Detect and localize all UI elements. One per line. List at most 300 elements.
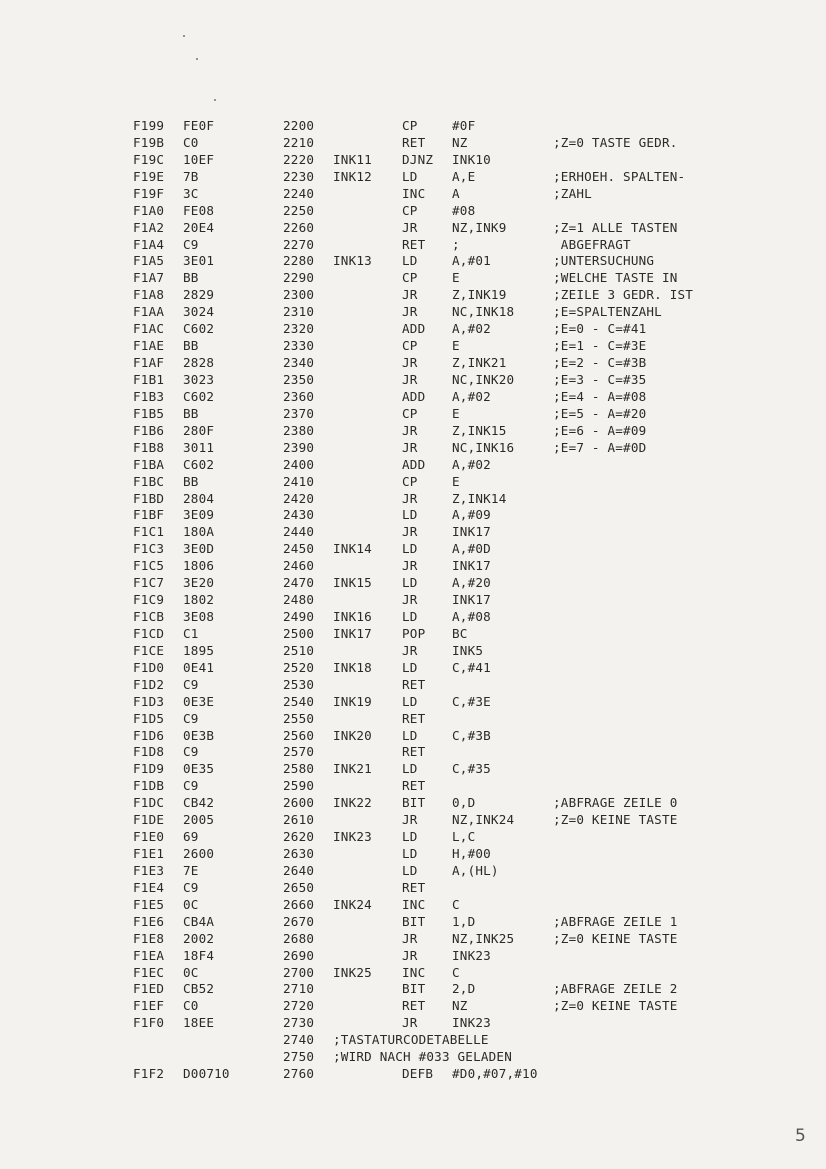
comment: ;Z=0 KEINE TASTE bbox=[553, 930, 678, 946]
line-number: 2300 bbox=[283, 287, 315, 303]
operand: INK23 bbox=[452, 1015, 491, 1031]
operand: #08 bbox=[452, 202, 476, 218]
machine-code: C0 bbox=[183, 134, 199, 150]
asm-label: ;WIRD NACH #033 GELADEN bbox=[333, 1049, 512, 1065]
line-number: 2700 bbox=[283, 964, 315, 980]
mnemonic: ADD bbox=[402, 321, 426, 337]
asm-label: INK16 bbox=[333, 609, 372, 624]
code-address: F1DC bbox=[133, 795, 165, 811]
code-address: F1D6 bbox=[133, 727, 165, 743]
line-number: 2410 bbox=[283, 473, 315, 489]
mnemonic: JR bbox=[402, 524, 418, 540]
operand: 0,D bbox=[452, 795, 476, 811]
line-number: 2720 bbox=[283, 998, 315, 1014]
line-number: 2620 bbox=[283, 829, 315, 845]
machine-code: 1895 bbox=[183, 642, 215, 658]
line-number: 2270 bbox=[283, 236, 315, 252]
line-number: 2510 bbox=[283, 642, 315, 658]
line-number: 2340 bbox=[283, 355, 315, 370]
machine-code: C9 bbox=[183, 236, 199, 252]
mnemonic: CP bbox=[402, 270, 418, 286]
machine-code: C9 bbox=[183, 879, 199, 895]
operand: L,C bbox=[452, 829, 476, 845]
comment: ;E=6 - A=#09 bbox=[553, 422, 647, 438]
asm-label: INK14 bbox=[333, 541, 372, 557]
operand: INK17 bbox=[452, 558, 491, 574]
machine-code: 1806 bbox=[183, 558, 215, 574]
line-number: 2710 bbox=[283, 981, 315, 997]
code-address: F1BA bbox=[133, 456, 165, 472]
comment: ;E=5 - A=#20 bbox=[553, 405, 647, 421]
line-number: 2250 bbox=[283, 202, 315, 218]
line-number: 2420 bbox=[283, 490, 315, 506]
code-address: F1C7 bbox=[133, 575, 165, 591]
asm-label: INK13 bbox=[333, 253, 372, 269]
mnemonic: POP bbox=[402, 625, 426, 641]
mnemonic: ADD bbox=[402, 456, 426, 472]
machine-code: 7E bbox=[183, 862, 199, 878]
machine-code: 1802 bbox=[183, 592, 215, 607]
operand: 1,D bbox=[452, 913, 476, 929]
mnemonic: JR bbox=[402, 558, 418, 574]
code-address: F1CB bbox=[133, 609, 165, 624]
code-address: F1EA bbox=[133, 947, 165, 963]
machine-code: C9 bbox=[183, 710, 199, 726]
line-number: 2210 bbox=[283, 134, 315, 150]
mnemonic: LD bbox=[402, 846, 418, 861]
machine-code: 3E01 bbox=[183, 253, 215, 269]
code-address: F1D2 bbox=[133, 676, 165, 692]
line-number: 2650 bbox=[283, 879, 315, 895]
mnemonic: JR bbox=[402, 422, 418, 438]
operand: INK10 bbox=[452, 151, 491, 167]
operand: Z,INK15 bbox=[452, 422, 507, 438]
operand: A,#09 bbox=[452, 507, 491, 523]
comment: ;Z=0 KEINE TASTE bbox=[553, 812, 678, 828]
line-number: 2500 bbox=[283, 625, 315, 641]
mnemonic: JR bbox=[402, 287, 418, 303]
comment: ;ABFRAGE ZEILE 2 bbox=[553, 981, 678, 997]
code-address: F1CD bbox=[133, 625, 165, 641]
code-address: F1AE bbox=[133, 338, 165, 354]
operand: E bbox=[452, 270, 460, 286]
line-number: 2750 bbox=[283, 1049, 315, 1065]
code-address: F1B5 bbox=[133, 405, 165, 421]
line-number: 2390 bbox=[283, 439, 315, 455]
comment: ;ERHOEH. SPALTEN- bbox=[553, 168, 686, 184]
machine-code: C0 bbox=[183, 998, 199, 1014]
mnemonic: JR bbox=[402, 219, 418, 235]
line-number: 2730 bbox=[283, 1015, 315, 1031]
mnemonic: LD bbox=[402, 761, 418, 777]
code-address: F1C5 bbox=[133, 558, 165, 574]
code-address: F1D9 bbox=[133, 761, 165, 777]
code-address: F1A2 bbox=[133, 219, 165, 235]
operand: #0F bbox=[452, 118, 476, 133]
operand: ; bbox=[452, 236, 460, 252]
code-address: F1C1 bbox=[133, 524, 165, 540]
machine-code: BB bbox=[183, 473, 199, 489]
machine-code: 2005 bbox=[183, 812, 215, 828]
comment: ;Z=0 TASTE GEDR. bbox=[553, 134, 678, 150]
comment: ;Z=0 KEINE TASTE bbox=[553, 998, 678, 1014]
line-number: 2760 bbox=[283, 1066, 315, 1082]
machine-code: 0E41 bbox=[183, 659, 215, 675]
line-number: 2450 bbox=[283, 541, 315, 557]
machine-code: 2600 bbox=[183, 846, 215, 861]
mnemonic: JR bbox=[402, 812, 418, 828]
code-address: F1B1 bbox=[133, 371, 165, 387]
line-number: 2240 bbox=[283, 185, 315, 201]
machine-code: CB4A bbox=[183, 913, 215, 929]
code-address: F19F bbox=[133, 185, 165, 201]
code-address: F1E4 bbox=[133, 879, 165, 895]
operand: H,#00 bbox=[452, 846, 491, 861]
mnemonic: LD bbox=[402, 168, 418, 184]
mnemonic: JR bbox=[402, 1015, 418, 1031]
line-number: 2320 bbox=[283, 321, 315, 337]
mnemonic: JR bbox=[402, 439, 418, 455]
machine-code: 0C bbox=[183, 964, 199, 980]
code-address: F19E bbox=[133, 168, 165, 184]
line-number: 2660 bbox=[283, 896, 315, 912]
operand: A,E bbox=[452, 168, 476, 184]
operand: INK17 bbox=[452, 524, 491, 540]
operand: NZ,INK25 bbox=[452, 930, 515, 946]
operand: A,#08 bbox=[452, 609, 491, 624]
code-address: F1A4 bbox=[133, 236, 165, 252]
mnemonic: RET bbox=[402, 778, 426, 794]
code-address: F1E3 bbox=[133, 862, 165, 878]
asm-label: INK24 bbox=[333, 896, 372, 912]
mnemonic: JR bbox=[402, 592, 418, 607]
machine-code: BB bbox=[183, 270, 199, 286]
code-address: F1C3 bbox=[133, 541, 165, 557]
operand: NZ,INK9 bbox=[452, 219, 507, 235]
operand: INK17 bbox=[452, 592, 491, 607]
machine-code: 3E08 bbox=[183, 609, 215, 624]
line-number: 2550 bbox=[283, 710, 315, 726]
mnemonic: CP bbox=[402, 202, 418, 218]
machine-code: C1 bbox=[183, 625, 199, 641]
machine-code: D00710 bbox=[183, 1066, 230, 1082]
code-address: F1A8 bbox=[133, 287, 165, 303]
machine-code: 0E3B bbox=[183, 727, 215, 743]
mnemonic: BIT bbox=[402, 981, 426, 997]
line-number: 2630 bbox=[283, 846, 315, 861]
code-address: F1E0 bbox=[133, 829, 165, 845]
machine-code: 3E0D bbox=[183, 541, 215, 557]
comment: ;E=3 - C=#35 bbox=[553, 371, 647, 387]
code-address: F1CE bbox=[133, 642, 165, 658]
code-address: F199 bbox=[133, 118, 165, 133]
mnemonic: INC bbox=[402, 896, 426, 912]
machine-code: CB52 bbox=[183, 981, 215, 997]
mnemonic: JR bbox=[402, 930, 418, 946]
line-number: 2560 bbox=[283, 727, 315, 743]
machine-code: C602 bbox=[183, 388, 215, 404]
mnemonic: BIT bbox=[402, 913, 426, 929]
line-number: 2460 bbox=[283, 558, 315, 574]
line-number: 2480 bbox=[283, 592, 315, 607]
operand: NC,INK16 bbox=[452, 439, 515, 455]
mnemonic: JR bbox=[402, 371, 418, 387]
code-address: F1BC bbox=[133, 473, 165, 489]
mnemonic: ADD bbox=[402, 388, 426, 404]
line-number: 2260 bbox=[283, 219, 315, 235]
operand: E bbox=[452, 405, 460, 421]
operand: NC,INK20 bbox=[452, 371, 515, 387]
code-address: F19B bbox=[133, 134, 165, 150]
code-address: F1E5 bbox=[133, 896, 165, 912]
code-address: F1E6 bbox=[133, 913, 165, 929]
mnemonic: RET bbox=[402, 710, 426, 726]
code-address: F1EC bbox=[133, 964, 165, 980]
machine-code: 3E09 bbox=[183, 507, 215, 523]
line-number: 2740 bbox=[283, 1032, 315, 1048]
line-number: 2350 bbox=[283, 371, 315, 387]
code-address: F1AC bbox=[133, 321, 165, 337]
mnemonic: LD bbox=[402, 541, 418, 557]
line-number: 2590 bbox=[283, 778, 315, 794]
paper-speck bbox=[183, 35, 185, 37]
operand: 2,D bbox=[452, 981, 476, 997]
mnemonic: RET bbox=[402, 879, 426, 895]
mnemonic: LD bbox=[402, 829, 418, 845]
comment: ;E=SPALTENZAHL bbox=[553, 304, 662, 320]
mnemonic: LD bbox=[402, 862, 418, 878]
mnemonic: LD bbox=[402, 253, 418, 269]
line-number: 2230 bbox=[283, 168, 315, 184]
code-address: F1B6 bbox=[133, 422, 165, 438]
machine-code: FE08 bbox=[183, 202, 215, 218]
mnemonic: RET bbox=[402, 998, 426, 1014]
line-number: 2380 bbox=[283, 422, 315, 438]
mnemonic: LD bbox=[402, 693, 418, 709]
asm-label: INK11 bbox=[333, 151, 372, 167]
machine-code: 2829 bbox=[183, 287, 215, 303]
code-address: F1A0 bbox=[133, 202, 165, 218]
line-number: 2640 bbox=[283, 862, 315, 878]
asm-label: INK21 bbox=[333, 761, 372, 777]
machine-code: 180A bbox=[183, 524, 215, 540]
line-number: 2400 bbox=[283, 456, 315, 472]
mnemonic: LD bbox=[402, 609, 418, 624]
operand: INK23 bbox=[452, 947, 491, 963]
machine-code: 69 bbox=[183, 829, 199, 845]
code-address: F1BF bbox=[133, 507, 165, 523]
comment: ;E=0 - C=#41 bbox=[553, 321, 647, 337]
mnemonic: JR bbox=[402, 304, 418, 320]
machine-code: 3E20 bbox=[183, 575, 215, 591]
mnemonic: LD bbox=[402, 575, 418, 591]
machine-code: 0E3E bbox=[183, 693, 215, 709]
code-address: F1D8 bbox=[133, 744, 165, 760]
mnemonic: BIT bbox=[402, 795, 426, 811]
mnemonic: LD bbox=[402, 507, 418, 523]
line-number: 2530 bbox=[283, 676, 315, 692]
line-number: 2220 bbox=[283, 151, 315, 167]
code-address: F1A7 bbox=[133, 270, 165, 286]
machine-code: 280F bbox=[183, 422, 215, 438]
line-number: 2670 bbox=[283, 913, 315, 929]
mnemonic: CP bbox=[402, 473, 418, 489]
mnemonic: CP bbox=[402, 405, 418, 421]
operand: BC bbox=[452, 625, 468, 641]
code-address: F1AF bbox=[133, 355, 165, 370]
code-address: F1A5 bbox=[133, 253, 165, 269]
mnemonic: JR bbox=[402, 642, 418, 658]
code-address: F19C bbox=[133, 151, 165, 167]
operand: INK5 bbox=[452, 642, 484, 658]
machine-code: 20E4 bbox=[183, 219, 215, 235]
line-number: 2600 bbox=[283, 795, 315, 811]
line-number: 2290 bbox=[283, 270, 315, 286]
operand: NZ,INK24 bbox=[452, 812, 515, 828]
code-address: F1F0 bbox=[133, 1015, 165, 1031]
line-number: 2280 bbox=[283, 253, 315, 269]
machine-code: 0C bbox=[183, 896, 199, 912]
mnemonic: RET bbox=[402, 744, 426, 760]
code-address: F1E8 bbox=[133, 930, 165, 946]
line-number: 2490 bbox=[283, 609, 315, 624]
mnemonic: RET bbox=[402, 236, 426, 252]
operand: Z,INK14 bbox=[452, 490, 507, 506]
machine-code: 3C bbox=[183, 185, 199, 201]
code-address: F1D0 bbox=[133, 659, 165, 675]
asm-label: INK17 bbox=[333, 625, 372, 641]
machine-code: BB bbox=[183, 405, 199, 421]
line-number: 2580 bbox=[283, 761, 315, 777]
code-address: F1AA bbox=[133, 304, 165, 320]
operand: C,#35 bbox=[452, 761, 491, 777]
line-number: 2540 bbox=[283, 693, 315, 709]
asm-label: INK20 bbox=[333, 727, 372, 743]
asm-label: INK18 bbox=[333, 659, 372, 675]
machine-code: 7B bbox=[183, 168, 199, 184]
line-number: 2520 bbox=[283, 659, 315, 675]
mnemonic: RET bbox=[402, 134, 426, 150]
line-number: 2470 bbox=[283, 575, 315, 591]
code-address: F1B8 bbox=[133, 439, 165, 455]
machine-code: 18F4 bbox=[183, 947, 215, 963]
machine-code: C9 bbox=[183, 778, 199, 794]
comment: ;UNTERSUCHUNG bbox=[553, 253, 655, 269]
machine-code: 0E35 bbox=[183, 761, 215, 777]
machine-code: BB bbox=[183, 338, 199, 354]
mnemonic: INC bbox=[402, 964, 426, 980]
line-number: 2680 bbox=[283, 930, 315, 946]
mnemonic: DEFB bbox=[402, 1066, 434, 1082]
asm-label: INK22 bbox=[333, 795, 372, 811]
mnemonic: JR bbox=[402, 490, 418, 506]
asm-label: INK23 bbox=[333, 829, 372, 845]
operand: #D0,#07,#10 bbox=[452, 1066, 538, 1082]
line-number: 2200 bbox=[283, 118, 315, 133]
code-address: F1BD bbox=[133, 490, 165, 506]
operand: A bbox=[452, 185, 460, 201]
operand: C,#3B bbox=[452, 727, 491, 743]
machine-code: 2828 bbox=[183, 355, 215, 370]
machine-code: C9 bbox=[183, 744, 199, 760]
asm-label: INK12 bbox=[333, 168, 372, 184]
code-address: F1DE bbox=[133, 812, 165, 828]
machine-code: 2002 bbox=[183, 930, 215, 946]
paper-speck bbox=[214, 99, 216, 101]
machine-code: 18EE bbox=[183, 1015, 215, 1031]
operand: A,#02 bbox=[452, 456, 491, 472]
asm-label: ;TASTATURCODETABELLE bbox=[333, 1032, 489, 1048]
code-address: F1C9 bbox=[133, 592, 165, 607]
operand: E bbox=[452, 338, 460, 354]
comment: ;ABFRAGE ZEILE 1 bbox=[553, 913, 678, 929]
comment: ;E=2 - C=#3B bbox=[553, 355, 647, 370]
operand: Z,INK19 bbox=[452, 287, 507, 303]
line-number: 2440 bbox=[283, 524, 315, 540]
mnemonic: RET bbox=[402, 676, 426, 692]
mnemonic: JR bbox=[402, 947, 418, 963]
machine-code: C602 bbox=[183, 456, 215, 472]
comment: ;ZEILE 3 GEDR. IST bbox=[553, 287, 694, 303]
operand: C,#41 bbox=[452, 659, 491, 675]
operand: A,#01 bbox=[452, 253, 491, 269]
mnemonic: LD bbox=[402, 727, 418, 743]
machine-code: 3023 bbox=[183, 371, 215, 387]
operand: NC,INK18 bbox=[452, 304, 515, 320]
line-number: 2370 bbox=[283, 405, 315, 421]
code-address: F1DB bbox=[133, 778, 165, 794]
code-address: F1D5 bbox=[133, 710, 165, 726]
machine-code: CB42 bbox=[183, 795, 215, 811]
mnemonic: LD bbox=[402, 659, 418, 675]
code-address: F1EF bbox=[133, 998, 165, 1014]
machine-code: FE0F bbox=[183, 118, 215, 133]
operand: A,#20 bbox=[452, 575, 491, 591]
operand: A,#0D bbox=[452, 541, 491, 557]
comment: ;ABFRAGE ZEILE 0 bbox=[553, 795, 678, 811]
operand: E bbox=[452, 473, 460, 489]
operand: A,#02 bbox=[452, 388, 491, 404]
operand: NZ bbox=[452, 134, 468, 150]
line-number: 2430 bbox=[283, 507, 315, 523]
mnemonic: INC bbox=[402, 185, 426, 201]
operand: C bbox=[452, 896, 460, 912]
comment: ;WELCHE TASTE IN bbox=[553, 270, 678, 286]
machine-code: 3024 bbox=[183, 304, 215, 320]
machine-code: 3011 bbox=[183, 439, 215, 455]
code-address: F1ED bbox=[133, 981, 165, 997]
operand: C,#3E bbox=[452, 693, 491, 709]
asm-label: INK15 bbox=[333, 575, 372, 591]
machine-code: C602 bbox=[183, 321, 215, 337]
comment: ;E=1 - C=#3E bbox=[553, 338, 647, 354]
line-number: 2330 bbox=[283, 338, 315, 354]
comment: ;E=4 - A=#08 bbox=[553, 388, 647, 404]
machine-code: C9 bbox=[183, 676, 199, 692]
mnemonic: DJNZ bbox=[402, 151, 434, 167]
asm-label: INK19 bbox=[333, 693, 372, 709]
code-address: F1B3 bbox=[133, 388, 165, 404]
operand: NZ bbox=[452, 998, 468, 1014]
comment: ;ZAHL bbox=[553, 185, 592, 201]
line-number: 2690 bbox=[283, 947, 315, 963]
paper-speck bbox=[196, 58, 198, 60]
code-address: F1D3 bbox=[133, 693, 165, 709]
line-number: 2360 bbox=[283, 388, 315, 404]
code-address: F1F2 bbox=[133, 1066, 165, 1082]
asm-label: INK25 bbox=[333, 964, 372, 980]
comment: ABGEFRAGT bbox=[553, 236, 631, 252]
